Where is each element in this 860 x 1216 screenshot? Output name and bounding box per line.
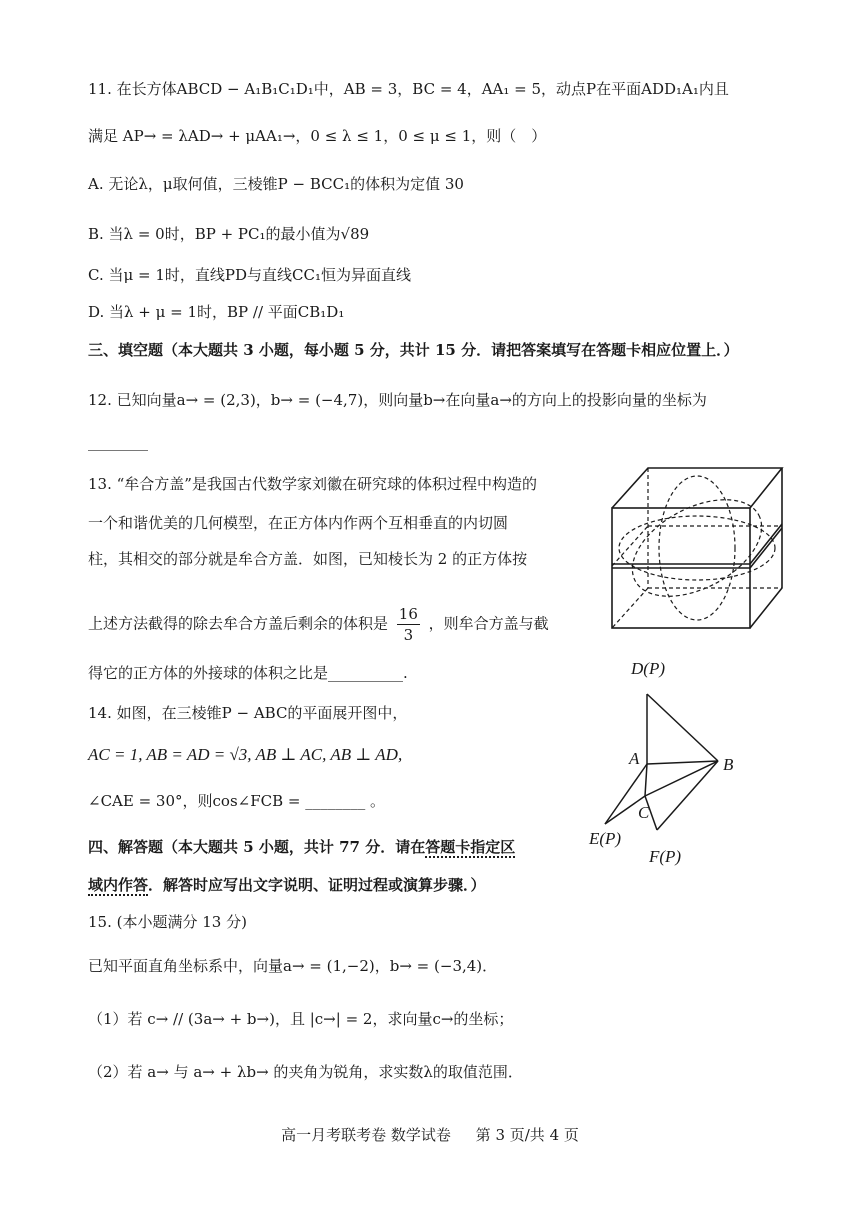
- edge-f-b: [657, 761, 718, 830]
- q12-blank: ________: [88, 433, 148, 451]
- edge-d-b: [647, 694, 718, 761]
- q11-option-d: D. 当λ + μ = 1时，BP // 平面CB₁D₁: [88, 303, 345, 321]
- section-4-line-1-dotted: 答题卡指定区: [425, 838, 516, 856]
- cube-middle-line-upper-side: [750, 524, 782, 564]
- page-footer: [0, 1124, 860, 1145]
- q13-cube-figure: [608, 460, 786, 636]
- q14-line-3: ∠CAE = 30°，则cos∠FCB = ________ 。: [88, 792, 385, 810]
- q13-line-4: [88, 604, 549, 645]
- cube-middle-line-side: [750, 528, 782, 568]
- q11-stem: 11. 在长方体ABCD − A₁B₁C₁D₁中，AB = 3，BC = 4，AA₁ = 5，动点P在平面ADD₁A₁内且: [88, 80, 729, 98]
- edge-a-b: [647, 761, 718, 764]
- label-e: E(P): [589, 829, 622, 848]
- q15-title: 15. (本小题满分 13 分): [88, 913, 247, 931]
- q15-part-1: （1）若 c→ // (3a→ + b→)，且 |c→| = 2，求向量c→的坐标；: [88, 1010, 514, 1028]
- section-4-heading-line-2: [88, 874, 486, 896]
- q13-line-4-post: ，则牟合方盖与截: [428, 614, 549, 633]
- section-4-line-2-dotted: 域内作答: [88, 876, 149, 894]
- cube-hidden-middle: [612, 526, 648, 566]
- q15-intro: 已知平面直角坐标系中，向量a→ = (1,−2)，b→ = (−3,4)．: [88, 957, 498, 975]
- section-4-line-1-pre: 四、解答题（本大题共 5 小题，共计 77 分．请在: [88, 838, 426, 856]
- footer-page-number: 第 3 页/共 4 页: [475, 1126, 579, 1144]
- q13-fraction-numerator: 16: [398, 605, 418, 623]
- q13-line-3: 柱，其相交的部分就是牟合方盖．如图，已知棱长为 2 的正方体按: [88, 550, 528, 568]
- edge-c-b: [645, 761, 718, 796]
- q12-line: 12. 已知向量a→ = (2,3)，b→ = (−4,7)，则向量b→在向量a→的方向上的投影向量的坐标为: [88, 391, 707, 409]
- label-f: F(P): [649, 847, 682, 866]
- q13-line-2: 一个和谐优美的几何模型，在正方体内作两个互相垂直的内切圆: [88, 514, 509, 532]
- label-c: C: [638, 803, 650, 822]
- q13-fraction-denominator: 3: [403, 626, 414, 644]
- section-3-heading: 三、填空题（本大题共 3 小题，每小题 5 分，共计 15 分．请把答案填写在答题卡相应位置上．）: [88, 341, 739, 359]
- section-4-line-2-post: ．解答时应写出文字说明、证明过程或演算步骤．）: [148, 876, 486, 894]
- q13-fraction: [397, 604, 420, 645]
- label-b: B: [723, 755, 734, 774]
- q14-line-1: 14. 如图，在三棱锥P − ABC的平面展开图中，: [88, 704, 408, 722]
- cube-top-edges: [612, 468, 782, 508]
- q13-line-4-pre: 上述方法截得的除去牟合方盖后剩余的体积是: [88, 614, 389, 633]
- q13-line-1: 13. “牟合方盖”是我国古代数学家刘徽在研究球的体积过程中构造的: [88, 475, 537, 493]
- q11-option-a: A. 无论λ，μ取何值，三棱锥P − BCC₁的体积为定值 30: [88, 175, 464, 193]
- label-d: D(P): [631, 659, 665, 678]
- cylinder-ellipse-vertical: [659, 476, 735, 620]
- footer-exam-title: 高一月考联考卷 数学试卷: [281, 1126, 451, 1144]
- q15-part-2: （2）若 a→ 与 a→ + λb→ 的夹角为锐角，求实数λ的取值范围．: [88, 1063, 523, 1081]
- q11-option-c: C. 当μ = 1时，直线PD与直线CC₁恒为异面直线: [88, 266, 411, 284]
- cube-hidden-diagonal: [612, 588, 648, 628]
- q11-condition: 满足 AP→ = λAD→ + μAA₁→，0 ≤ λ ≤ 1，0 ≤ μ ≤ 1，则（ ）: [88, 127, 547, 145]
- label-a: A: [629, 749, 640, 768]
- edge-a-c: [645, 764, 647, 796]
- q13-line-5: 得它的正方体的外接球的体积之比是__________.: [88, 664, 408, 682]
- section-4-heading-line-1: [88, 836, 515, 858]
- q14-net-figure: [585, 648, 760, 870]
- q11-option-b: B. 当λ = 0时，BP + PC₁的最小值为√89: [88, 225, 370, 243]
- q14-line-2: AC = 1, AB = AD = √3, AB ⊥ AC, AB ⊥ AD,: [88, 745, 403, 764]
